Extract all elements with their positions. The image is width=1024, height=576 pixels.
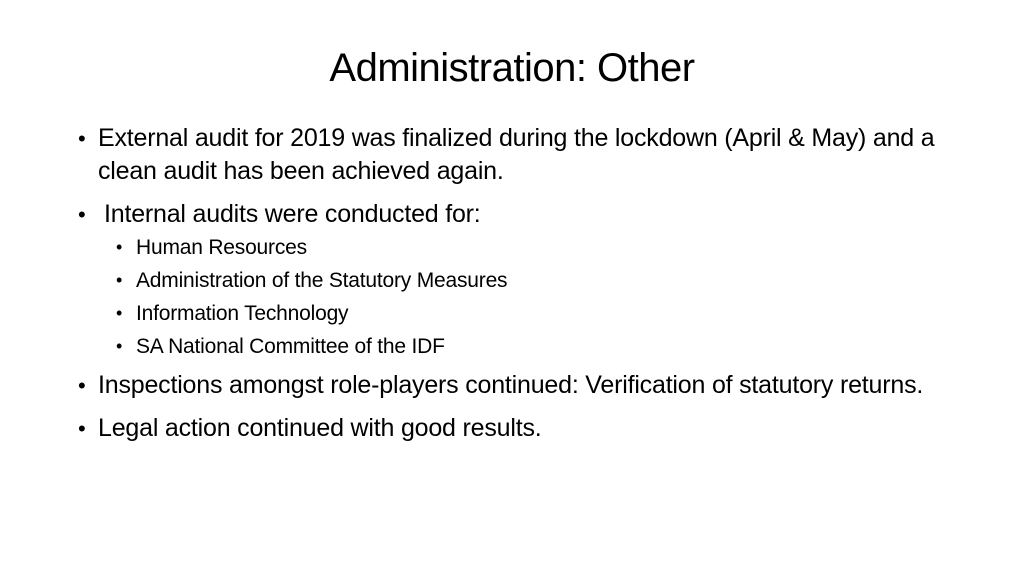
sub-bullet-item bbox=[116, 330, 958, 363]
bullet-text: Inspections amongst role-players continued: Verification of statutory returns. bbox=[98, 371, 924, 399]
bullet-text: Internal audits were conducted for: bbox=[104, 200, 481, 228]
sub-bullet-text: SA National Committee of the IDF bbox=[136, 335, 445, 358]
bullet-item-external-audit bbox=[78, 122, 958, 188]
sub-bullet-item bbox=[116, 297, 958, 330]
sub-bullet-item bbox=[116, 264, 958, 297]
bullet-item-legal-action bbox=[78, 412, 958, 445]
bullet-text: Legal action continued with good results. bbox=[98, 414, 542, 442]
sub-bullet-list bbox=[78, 231, 958, 363]
bullet-list bbox=[78, 122, 958, 455]
sub-bullet-text: Human Resources bbox=[136, 236, 307, 259]
bullet-text: External audit for 2019 was finalized during the lockdown (April & May) and a clean audit has been achieved again. bbox=[98, 124, 935, 185]
bullet-item-internal-audits bbox=[78, 198, 958, 231]
bullet-icon: • bbox=[78, 126, 86, 151]
sub-bullet-text: Administration of the Statutory Measures bbox=[136, 269, 508, 292]
bullet-icon: • bbox=[116, 336, 123, 356]
bullet-icon: • bbox=[116, 237, 123, 257]
bullet-icon: • bbox=[116, 303, 123, 323]
slide-title: Administration: Other bbox=[329, 46, 695, 90]
bullet-icon: • bbox=[78, 202, 86, 227]
sub-bullet-text: Information Technology bbox=[136, 302, 349, 325]
bullet-icon: • bbox=[78, 416, 86, 441]
bullet-icon: • bbox=[116, 270, 123, 290]
bullet-icon: • bbox=[78, 373, 86, 398]
bullet-item-inspections bbox=[78, 369, 958, 402]
sub-bullet-item bbox=[116, 231, 958, 264]
